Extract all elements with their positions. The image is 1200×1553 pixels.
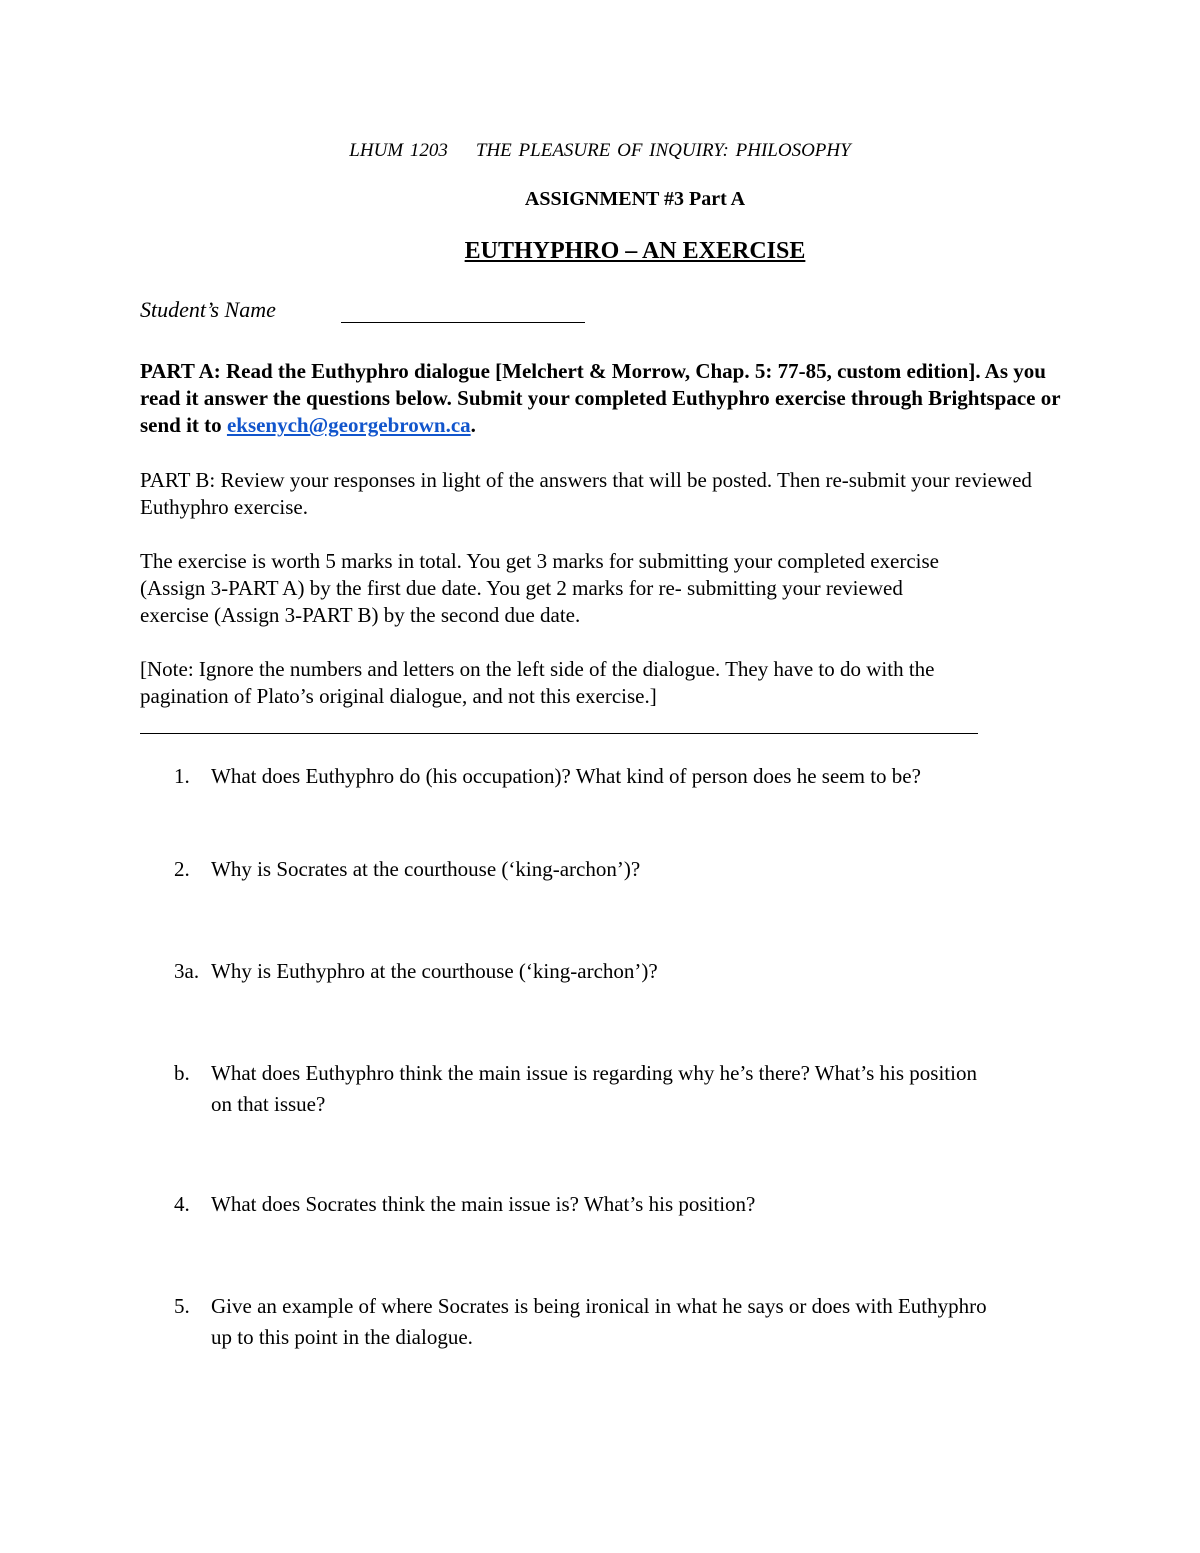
question-text: What does Euthyphro think the main issue is regarding why he’s there? What’s his position on that issue? [211, 1061, 977, 1116]
part-a-end: . [470, 413, 476, 437]
question-text: What does Euthyphro do (his occupation)? What kind of person does he seem to be? [211, 764, 921, 788]
question-text: Why is Socrates at the courthouse (‘king-archon’)? [211, 857, 641, 881]
question-text: Why is Euthyphro at the courthouse (‘king-archon’)? [211, 959, 658, 983]
student-name-label: Student’s Name [140, 297, 276, 322]
student-name-field[interactable] [341, 322, 585, 323]
course-code: LHUM 1203 [349, 140, 448, 161]
course-line [0, 140, 1200, 162]
marks-line-3: exercise (Assign 3-PART B) by the second due date. [140, 603, 581, 627]
note-line-1: [Note: Ignore the numbers and letters on the left side of the dialogue. They have to do with the [140, 657, 935, 681]
question-number: 2. [174, 857, 190, 881]
marks-line-1: The exercise is worth 5 marks in total. You get 3 marks for submitting your completed exercise [140, 549, 939, 573]
question-number: 3a. [174, 959, 200, 983]
part-b-paragraph: PART B: Review your responses in light of the answers that will be posted. Then re-submit your reviewed Euthyphro exercise. [140, 468, 1032, 519]
note-line-2: pagination of Plato’s original dialogue, and not this exercise.] [140, 684, 657, 708]
question-number: 1. [174, 764, 190, 788]
part-a-text: PART A: Read the Euthyphro dialogue [Melchert & Morrow, Chap. 5: 77-85, custom edition]. As you read it answer the questions below. Submit your completed Euthyphro exercise through Brightspace or send it to [140, 359, 1061, 437]
question-number: 5. [174, 1294, 190, 1318]
question-number: b. [174, 1061, 190, 1085]
email-link[interactable]: eksenych@georgebrown.ca [226, 413, 471, 437]
assignment-title: ASSIGNMENT #3 Part A [524, 188, 746, 210]
question-text: What does Socrates think the main issue is? What’s his position? [211, 1192, 756, 1216]
page-title: EUTHYPHRO – AN EXERCISE [464, 238, 806, 264]
note-paragraph [140, 656, 1070, 710]
course-title: THE PLEASURE OF INQUIRY: PHILOSOPHY [475, 140, 851, 161]
question-text: Give an example of where Socrates is being ironical in what he says or does with Euthyphro up to this point in the dialogue. [211, 1294, 987, 1349]
marks-line-2: (Assign 3-PART A) by the first due date. You get 2 marks for re- submitting your reviewed [140, 576, 903, 600]
part-a-paragraph [140, 358, 1070, 439]
divider [140, 733, 978, 734]
question-number: 4. [174, 1192, 190, 1216]
marks-paragraph [140, 548, 1070, 629]
